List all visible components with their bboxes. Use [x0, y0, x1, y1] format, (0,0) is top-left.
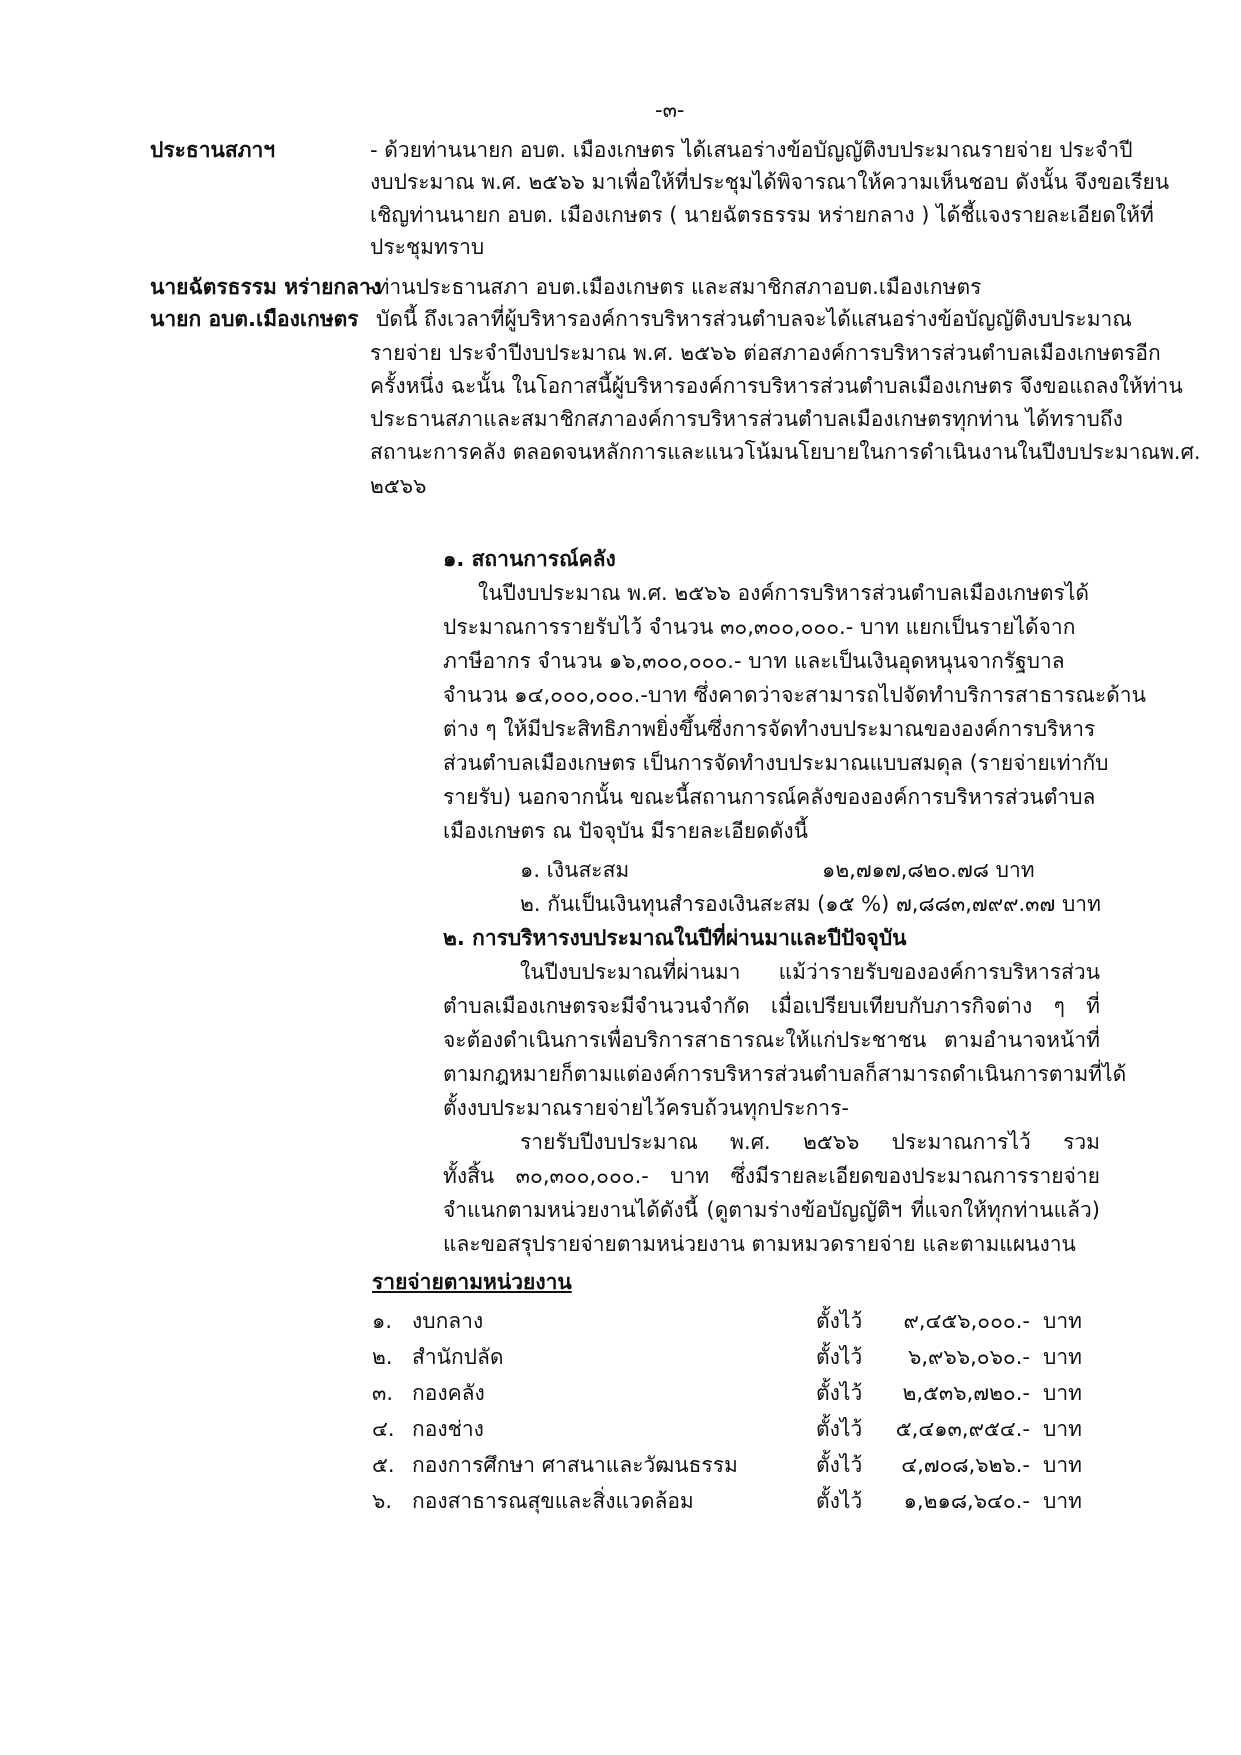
expense-set-label: ตั้งไว้ [816, 1345, 863, 1369]
expense-no: ๑. [372, 1309, 393, 1333]
section2-line-9: และขอสรุปรายจ่ายตามหน่วยงาน ตามหมวดรายจ่าย และตามแผนงาน [443, 1232, 1076, 1256]
section1-line-3: ภาษีอากร จำนวน ๑๖,๓๐๐,๐๐๐.- บาท และเป็นเงินอุดหนุนจากรัฐบาล [443, 649, 1065, 673]
expense-unit: บาท [1043, 1381, 1082, 1405]
section1-line-7: รายรับ) นอกจากนั้น ขณะนี้สถานการณ์คลังขององค์การบริหารส่วนตำบล [443, 785, 1096, 809]
speaker-mayor: นายก อบต.เมืองเกษตร [150, 307, 359, 331]
expenses-heading: รายจ่ายตามหน่วยงาน [372, 1270, 572, 1294]
section1-line-6: ส่วนตำบลเมืองเกษตร เป็นการจัดทำงบประมาณแบบสมดุล (รายจ่ายเท่ากับ [443, 751, 1109, 775]
reserve-item-2: ๒. กันเป็นเงินทุนสำรองเงินสะสม (๑๕ %) ๗,๘๘๓,๗๙๙.๓๗ บาท [520, 892, 1101, 916]
section1-line-8: เมืองเกษตร ณ ปัจจุบัน มีรายละเอียดดังนี้ [443, 819, 809, 843]
expense-amount: ๖,๙๖๖,๐๖๐.- [908, 1345, 1030, 1369]
expense-amount: ๔,๗๐๘,๖๒๖.- [901, 1453, 1030, 1477]
mayor-line-3: ครั้งหนึ่ง ฉะนั้น ในโอกาสนี้ผู้บริหารองค์การบริหารส่วนตำบลเมืองเกษตร จึงขอแถลงให้ท่าน [370, 374, 1183, 398]
expense-set-label: ตั้งไว้ [816, 1489, 863, 1513]
section2-line-2: ตำบลเมืองเกษตรจะมีจำนวนจำกัด เมื่อเปรียบเทียบกับภารกิจต่าง ๆ ที่ [443, 994, 1100, 1018]
expense-amount: ๕,๔๑๓,๙๕๔.- [895, 1417, 1030, 1441]
expense-set-label: ตั้งไว้ [816, 1309, 863, 1333]
expense-name: กองการศึกษา ศาสนาและวัฒนธรรม [412, 1453, 738, 1477]
expense-name: สำนักปลัด [412, 1345, 504, 1369]
section2-line-5: ตั้งงบประมาณรายจ่ายไว้ครบถ้วนทุกประการ- [443, 1096, 849, 1120]
expense-name: กองช่าง [412, 1417, 484, 1441]
section1-line-4: จำนวน ๑๔,๐๐๐,๐๐๐.-บาท ซึ่งคาดว่าจะสามารถไปจัดทำบริการสาธารณะด้าน [443, 683, 1146, 707]
section2-line-1: ในปีงบประมาณที่ผ่านมา แม้ว่ารายรับขององค์การบริหารส่วน [520, 960, 1100, 984]
section2-heading: ๒. การบริหารงบประมาณในปีที่ผ่านมาและปีปัจจุบัน [443, 926, 907, 950]
presenter-line: -ท่านประธานสภา อบต.เมืองเกษตร และสมาชิกสภาอบต.เมืองเกษตร [368, 275, 982, 299]
chair-line-4: ประชุมทราบ [370, 235, 485, 259]
page-number: -๓- [655, 98, 685, 122]
mayor-line-1: บัดนี้ ถึงเวลาที่ผู้บริหารองค์การบริหารส่วนตำบลจะได้แสนอร่างข้อบัญญัติงบประมาณ [376, 307, 1132, 331]
chair-line-2: งบประมาณ พ.ศ. ๒๕๖๖ มาเพื่อให้ที่ประชุมได้พิจารณาให้ความเห็นชอบ ดังนั้น จึงขอเรียน [370, 170, 1170, 194]
speaker-chair: ประธานสภาฯ [150, 138, 276, 162]
expense-unit: บาท [1043, 1417, 1082, 1441]
mayor-line-2: รายจ่าย ประจำปีงบประมาณ พ.ศ. ๒๕๖๖ ต่อสภาองค์การบริหารส่วนตำบลเมืองเกษตรอีก [370, 341, 1161, 365]
section2-line-4: ตามกฎหมายก็ตามแต่องค์การบริหารส่วนตำบลก็สามารถดำเนินการตามที่ได้ [443, 1062, 1127, 1086]
reserve-item-1-value: ๑๒,๗๑๗,๘๒๐.๗๘ บาท [822, 858, 1035, 882]
expense-unit: บาท [1043, 1453, 1082, 1477]
expense-name: งบกลาง [412, 1309, 484, 1333]
section2-line-6: รายรับปีงบประมาณ พ.ศ. ๒๕๖๖ ประมาณการไว้ รวม [520, 1130, 1100, 1154]
mayor-line-4: ประธานสภาและสมาชิกสภาองค์การบริหารส่วนตำบลเมืองเกษตรทุกท่าน ได้ทราบถึง [370, 407, 1123, 431]
speaker-presenter: นายฉัตรธรรม หร่ายกลาง [150, 275, 382, 299]
reserve-item-1-label: ๑. เงินสะสม [520, 858, 630, 882]
expense-no: ๔. [372, 1417, 395, 1441]
section2-line-7: ทั้งสิ้น ๓๐,๓๐๐,๐๐๐.- บาท ซึ่งมีรายละเอียดของประมาณการรายจ่าย [443, 1164, 1100, 1188]
expense-unit: บาท [1043, 1489, 1082, 1513]
expense-name: กองคลัง [412, 1381, 485, 1405]
expense-set-label: ตั้งไว้ [816, 1381, 863, 1405]
expense-no: ๒. [372, 1345, 393, 1369]
section1-heading: ๑. สถานการณ์คลัง [443, 547, 616, 571]
section1-line-1: ในปีงบประมาณ พ.ศ. ๒๕๖๖ องค์การบริหารส่วนตำบลเมืองเกษตรได้ [478, 581, 1090, 605]
chair-line-1: - ด้วยท่านนายก อบต. เมืองเกษตร ได้เสนอร่างข้อบัญญัติงบประมาณรายจ่าย ประจำปี [370, 138, 1133, 162]
expense-amount: ๑,๒๑๘,๖๔๐.- [903, 1489, 1030, 1513]
mayor-line-5: สถานะการคลัง ตลอดจนหลักการและแนวโน้มนโยบายในการดำเนินงานในปีงบประมาณพ.ศ. [370, 440, 1201, 464]
expense-amount: ๒,๕๓๖,๗๒๐.- [902, 1381, 1030, 1405]
expense-amount: ๙,๔๕๖,๐๐๐.- [903, 1309, 1030, 1333]
section1-line-2: ประมาณการรายรับไว้ จำนวน ๓๐,๓๐๐,๐๐๐.- บาท แยกเป็นรายได้จาก [443, 615, 1076, 639]
chair-line-3: เชิญท่านนายก อบต. เมืองเกษตร ( นายฉัตรธรรม หร่ายกลาง ) ได้ชี้แจงรายละเอียดให้ที่ [370, 203, 1154, 227]
expense-no: ๓. [372, 1381, 394, 1405]
section2-line-3: จะต้องดำเนินการเพื่อบริการสาธารณะให้แก่ประชาชน ตามอำนาจหน้าที่ [443, 1028, 1100, 1052]
expense-unit: บาท [1043, 1309, 1082, 1333]
expense-set-label: ตั้งไว้ [816, 1453, 863, 1477]
section1-line-5: ต่าง ๆ ให้มีประสิทธิภาพยิ่งขึ้นซึ่งการจัดทำงบประมาณขององค์การบริหาร [443, 717, 1096, 741]
section2-line-8: จำแนกตามหน่วยงานได้ดังนี้ (ดูตามร่างข้อบัญญัติฯ ที่แจกให้ทุกท่านแล้ว) [443, 1198, 1100, 1222]
expense-set-label: ตั้งไว้ [816, 1417, 863, 1441]
expense-name: กองสาธารณสุขและสิ่งแวดล้อม [412, 1489, 694, 1513]
expense-unit: บาท [1043, 1345, 1082, 1369]
mayor-line-6: ๒๕๖๖ [370, 474, 427, 498]
expense-no: ๕. [372, 1453, 395, 1477]
expense-no: ๖. [372, 1489, 393, 1513]
